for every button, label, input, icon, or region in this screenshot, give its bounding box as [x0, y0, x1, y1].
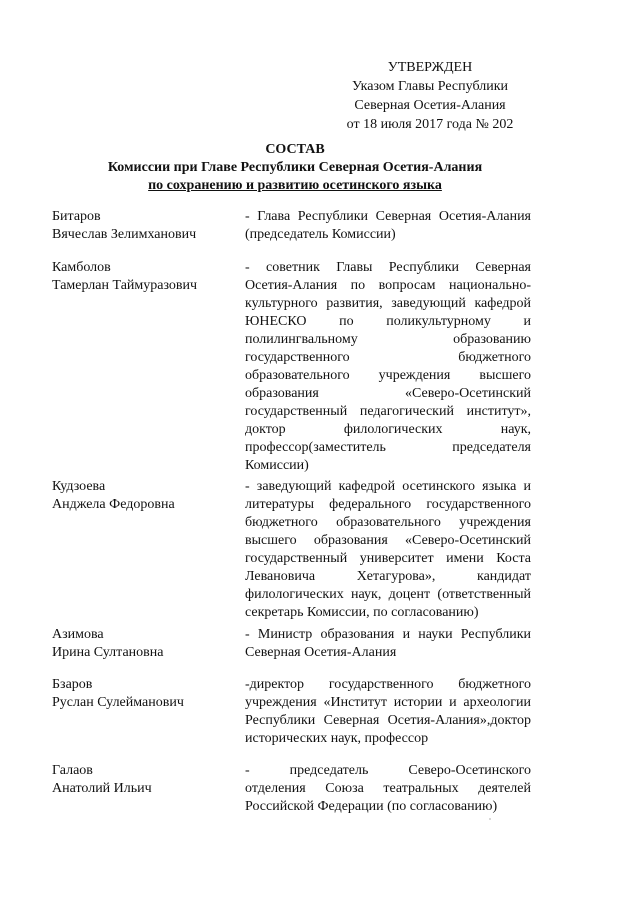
role-line: профессор(заместитель председателя [245, 440, 531, 455]
member-role [245, 762, 531, 816]
member-name [52, 208, 232, 244]
approval-line-1: УТВЕРЖДЕН [387, 60, 473, 75]
member-given-name: Вячеслав Зелимханович [52, 227, 197, 242]
member-role [245, 626, 531, 662]
member-name [52, 478, 232, 514]
role-line: государственный педагогический институт», [245, 404, 531, 419]
role-line: отделения Союза театральных деятелей [245, 781, 531, 796]
member-given-name: Анатолий Ильич [52, 781, 152, 796]
document-title: СОСТАВ [265, 142, 325, 157]
role-line: - Глава Республики Северная Осетия-Алания [245, 209, 531, 224]
role-line: Комиссии) [245, 458, 309, 473]
approval-line-2: Указом Главы Республики [351, 79, 509, 94]
role-line: ЮНЕСКО по поликультурному и [245, 314, 531, 329]
role-line: государственного бюджетного [245, 350, 531, 365]
member-name [52, 259, 232, 295]
member-surname: Галаов [52, 763, 93, 778]
member-given-name: Ирина Султановна [52, 645, 164, 660]
role-line: Республики Северная Осетия-Алания»,доктор [245, 713, 531, 728]
member-surname: Кудзоева [52, 479, 106, 494]
member-role [245, 478, 531, 622]
role-line: - заведующий кафедрой осетинского языка и [245, 479, 531, 494]
role-line: бюджетного образовательного учреждения [245, 515, 531, 530]
member-surname: Битаров [52, 209, 101, 224]
scan-speck [489, 818, 491, 820]
role-line: - советник Главы Республики Северная [245, 260, 531, 275]
role-line: образования «Северо-Осетинский [245, 386, 531, 401]
role-line: исторических наук, профессор [245, 731, 429, 746]
role-line: доктор филологических наук, [245, 422, 531, 437]
approval-line-3: Северная Осетия-Алания [354, 98, 506, 113]
role-line: Осетия-Алания по вопросам национально- [245, 278, 531, 293]
document-subtitle-line-1: Комиссии при Главе Республики Северная Осетия-Алания [107, 160, 483, 175]
member-given-name: Руслан Сулейманович [52, 695, 184, 710]
role-line: учреждения «Институт истории и археологии [245, 695, 531, 710]
role-line: секретарь Комиссии, по согласованию) [245, 605, 479, 620]
role-line: - Министр образования и науки Республики [245, 627, 531, 642]
role-line: государственный университет имени Коста [245, 551, 531, 566]
member-name [52, 676, 232, 712]
document-subtitle-line-2: по сохранению и развитию осетинского языка [148, 178, 442, 193]
role-line: Северная Осетия-Алания [245, 645, 397, 660]
member-role [245, 676, 531, 748]
role-line: культурного развития, заведующий кафедрой [245, 296, 531, 311]
role-line: высшего образования «Северо-Осетинский [245, 533, 531, 548]
member-given-name: Анджела Федоровна [52, 497, 175, 512]
document-heading [60, 141, 530, 195]
member-name [52, 762, 232, 798]
role-line: полилингвальному образованию [245, 332, 531, 347]
member-surname: Камболов [52, 260, 111, 275]
member-role [245, 208, 531, 244]
role-line: (председатель Комиссии) [245, 227, 396, 242]
role-line: литературы федерального государственного [245, 497, 531, 512]
role-line: Российской Федерации (по согласованию) [245, 799, 498, 814]
role-line: образовательного учреждения высшего [245, 368, 531, 383]
member-given-name: Тамерлан Таймуразович [52, 278, 198, 293]
role-line: - председатель Северо-Осетинского [245, 763, 531, 778]
member-name [52, 626, 232, 662]
approval-stamp [330, 58, 530, 134]
role-line: -директор государственного бюджетного [245, 677, 531, 692]
member-surname: Бзаров [52, 677, 93, 692]
role-line: филологических наук, доцент (ответственный [245, 587, 531, 602]
approval-line-4: от 18 июля 2017 года № 202 [346, 117, 514, 132]
role-line: Левановича Хетагурова», кандидат [245, 569, 531, 584]
member-surname: Азимова [52, 627, 104, 642]
member-role [245, 259, 531, 475]
